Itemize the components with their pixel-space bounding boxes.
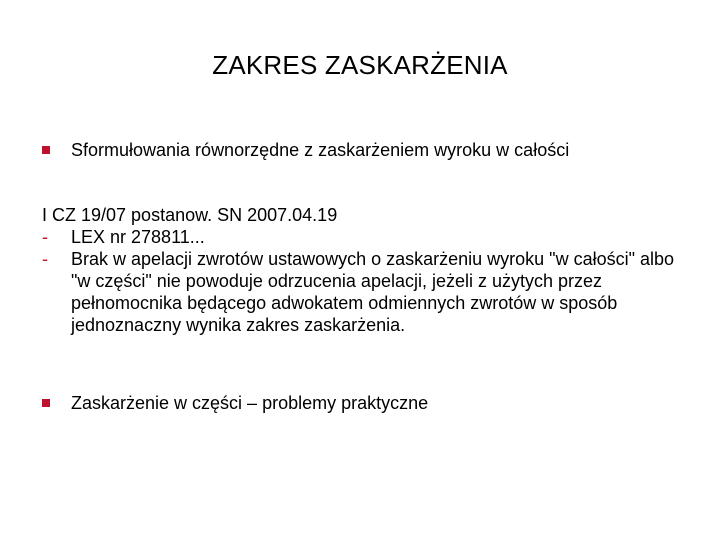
slide-title: ZAKRES ZASKARŻENIA <box>212 50 508 80</box>
case-item-text-2: Brak w apelacji zwrotów ustawowych o zaskarżeniu wyroku "w całości" albo "w części" nie powoduje odrzucenia apelacji, jeżeli z użytych przez pełnomocnika będącego adwokatem odmiennych zwrotów w sposób jednoznaczny wynika zakres zaskarżenia. <box>71 249 675 335</box>
square-bullet-icon <box>42 146 50 154</box>
case-item-2 <box>42 248 682 336</box>
bullet-item-1 <box>42 139 569 161</box>
dash-marker-2: - <box>42 249 48 269</box>
case-reference-block <box>42 204 682 336</box>
dash-marker-1: - <box>42 227 48 247</box>
bullet-text-1: Sformułowania równorzędne z zaskarżeniem wyroku w całości <box>71 140 570 160</box>
bullet-item-2 <box>42 392 428 414</box>
square-bullet-icon <box>42 399 50 407</box>
case-item-text-1: LEX nr 278811... <box>71 227 205 247</box>
case-item-1 <box>42 226 682 248</box>
bullet-text-2: Zaskarżenie w części – problemy praktyczne <box>71 393 429 413</box>
case-heading: I CZ 19/07 postanow. SN 2007.04.19 <box>42 205 338 225</box>
